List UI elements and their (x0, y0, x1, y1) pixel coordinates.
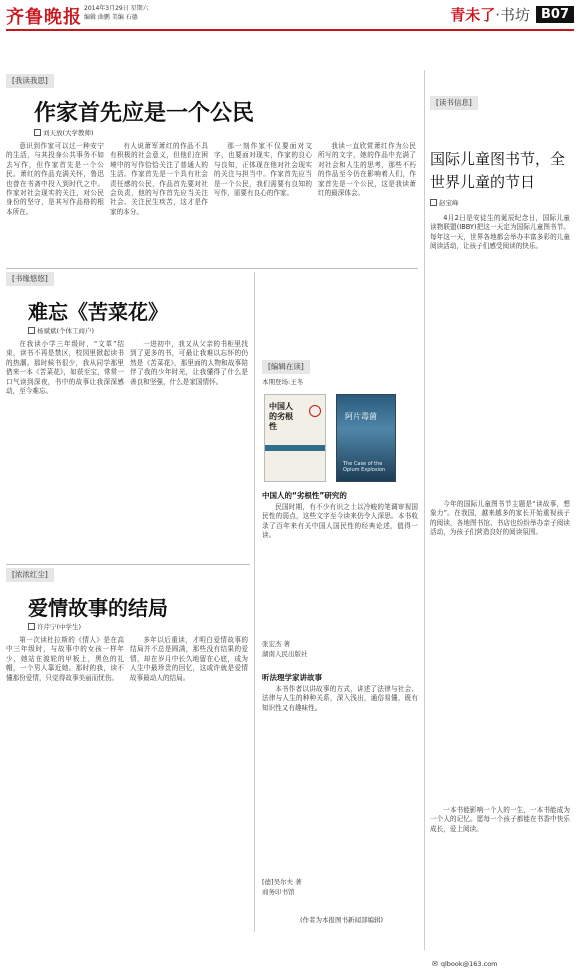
section-tag: [书缘悠悠] (6, 272, 54, 286)
article-byline: 赵宝峰 (430, 198, 459, 207)
section-tag: [读书信息] (430, 96, 478, 110)
article-text-column: 一本书能影响一个人的一生，一本书能成为一个人的记忆。愿每一个孩子都能在书香中快乐成长，爱上阅读。 (430, 806, 570, 833)
book-cover-1 (264, 394, 326, 482)
book-author: [德]吴尔夫 著 (262, 878, 302, 886)
article-byline: 许芹宁(中学生) (28, 622, 81, 631)
recommender-name: 本期登场:王冬 (262, 378, 304, 386)
newspaper-logo: 齐鲁晚报 (6, 7, 82, 28)
book-cover-english: The Case of the Opium Explosion (343, 461, 386, 473)
book-review-text: 民国时期，有不少有识之士以冷峻的笔调审视国民性的弱点，这些文字至今读来仍令人深思。本书收录了百年来有关中国人国民性的经典论述，值得一读。 (262, 503, 418, 540)
book-cover-title: 阿片毒菌 (345, 412, 377, 421)
article-text-column: 那一刻作家不仅要面对文字，也要面对现实，作家的良心与良知，正体现在他对社会现实的关注与担当中。作家首先应当是一个公民，我们需要有良知的写作，需要有良心的作家。 (214, 142, 312, 198)
column-divider (254, 272, 255, 932)
book-review-title: 听法理学家讲故事 (262, 673, 322, 682)
book-publisher: 商务印书馆 (262, 888, 295, 896)
article-text-column: 第一次读杜拉斯的《情人》是在高中三年级时，与故事中的女孩一样年少，她站在渡轮的甲板上，黑色的礼帽，一个男人靠近她。那时的我，读不懂那份爱情，只觉得故事美丽而忧伤。 (6, 636, 124, 682)
editors-line: 编辑 曲鹏 美编 石德 (84, 14, 138, 21)
article-text-column: 有人说萧军萧红的作品不具有积极的社会意义，但他们在困境中的写作恰恰关注了普通人的生活。作家首先是一个具有社会责任感的公民，作品首先要对社会负责，他的写作首先应当关注社会、关注民生疾苦，这才是作家的本分。 (110, 142, 208, 216)
editor-note: (作者为本报图书新闻部编辑) (300, 916, 384, 924)
article-byline: 杨斌斌(个体工商户) (28, 326, 94, 335)
article-title: 爱情故事的结局 (28, 596, 168, 620)
section-divider (6, 268, 418, 269)
column-divider (424, 70, 425, 950)
page-number: B07 (536, 6, 574, 23)
article-text-column: 今年的国际儿童图书节主题是“读故事，想象力”。在我国，越来越多的家长开始重视孩子的阅读，各地图书馆、书店也纷纷举办亲子阅读活动，为孩子们营造良好的阅读氛围。 (430, 500, 570, 537)
article-text-column: 在我读小学三年级时，“文革”结束，读书不再是禁区，校园里掀起读书的热潮。那时候书很少，我从同学那里借来一本《苦菜花》，如获至宝，常常一口气读到深夜，书中的故事让我深深感动，至今难忘。 (6, 340, 124, 396)
masthead-info (84, 4, 149, 22)
article-text-column: 多年以后重读，才明白爱情故事的结局并不总是圆满，那些没有结果的爱情，却在岁月中长久地留在心底，成为人生中最珍贵的回忆，这或许就是爱情故事最动人的结局。 (130, 636, 248, 682)
article-byline: 刘天放(大学教师) (34, 128, 94, 137)
book-author: 张宏杰 著 (262, 640, 291, 648)
masthead-rule (6, 29, 574, 31)
article-text-column: 意识到作家可以过一种安宁的生活，与其投身公共事务不如去写作，但作家首先是一个公民。萧红的作品充满关怀，鲁迅也曾在书斋中投入到时代之中。作家对社会现实的关注，对公民身份的坚守，是其写作品格的根本所在。 (6, 142, 104, 216)
section-tag: [我读我思] (6, 74, 54, 88)
section-header (450, 4, 574, 25)
article-title: 作家首先应是一个公民 (34, 100, 255, 126)
book-cover-2 (336, 394, 396, 482)
section-name: 青未了·书坊 (450, 6, 530, 24)
section-tag: [编辑在读] (262, 360, 310, 374)
article-title: 难忘《苦菜花》 (28, 300, 168, 324)
masthead (0, 0, 580, 32)
article-text-column: 我读一直欣赏萧红作为公民所写的文字，她的作品中充满了对社会和人生的思考，那些不朽的作品至今仍在影响着人们，作家首先是一个公民，这是我读萧红的最深体会。 (318, 142, 416, 198)
seal-icon (309, 405, 321, 417)
article-text-column: 4月2日是安徒生的诞辰纪念日，国际儿童读物联盟(IBBY)把这一天定为国际儿童图书节。每年这一天，世界各地都会举办丰富多彩的儿童阅读活动，让孩子们感受阅读的快乐。 (430, 214, 570, 251)
book-cover-title: 中国人的劣根性 (269, 401, 293, 431)
subsection-name: ·书坊 (495, 6, 530, 24)
section-divider (6, 564, 250, 565)
book-publisher: 湖南人民出版社 (262, 650, 308, 658)
contact-email[interactable]: ✉ qlbook@163.com (432, 960, 498, 968)
issue-date: 2014年3月29日 星期六 (84, 5, 149, 12)
book-review-title: 中国人的“劣根性”研究的 (262, 491, 347, 500)
book-review-text: 本书作者以讲故事的方式，讲述了法律与社会、法律与人生的种种关系，深入浅出，通俗易懂，既有知识性又有趣味性。 (262, 685, 418, 712)
article-title: 国际儿童图书节，全世界儿童的节日 (430, 150, 566, 191)
section-tag: [浓浓红尘] (6, 568, 54, 582)
cover-band (265, 445, 325, 451)
article-text-column: 一进初中，我又从父亲的书柜里找到了更多的书，可最让我难以忘怀的仍然是《苦菜花》，那里面的人物和故事陪伴了我的少年时光，让我懂得了什么是善良和坚强，什么是家国情怀。 (130, 340, 248, 386)
